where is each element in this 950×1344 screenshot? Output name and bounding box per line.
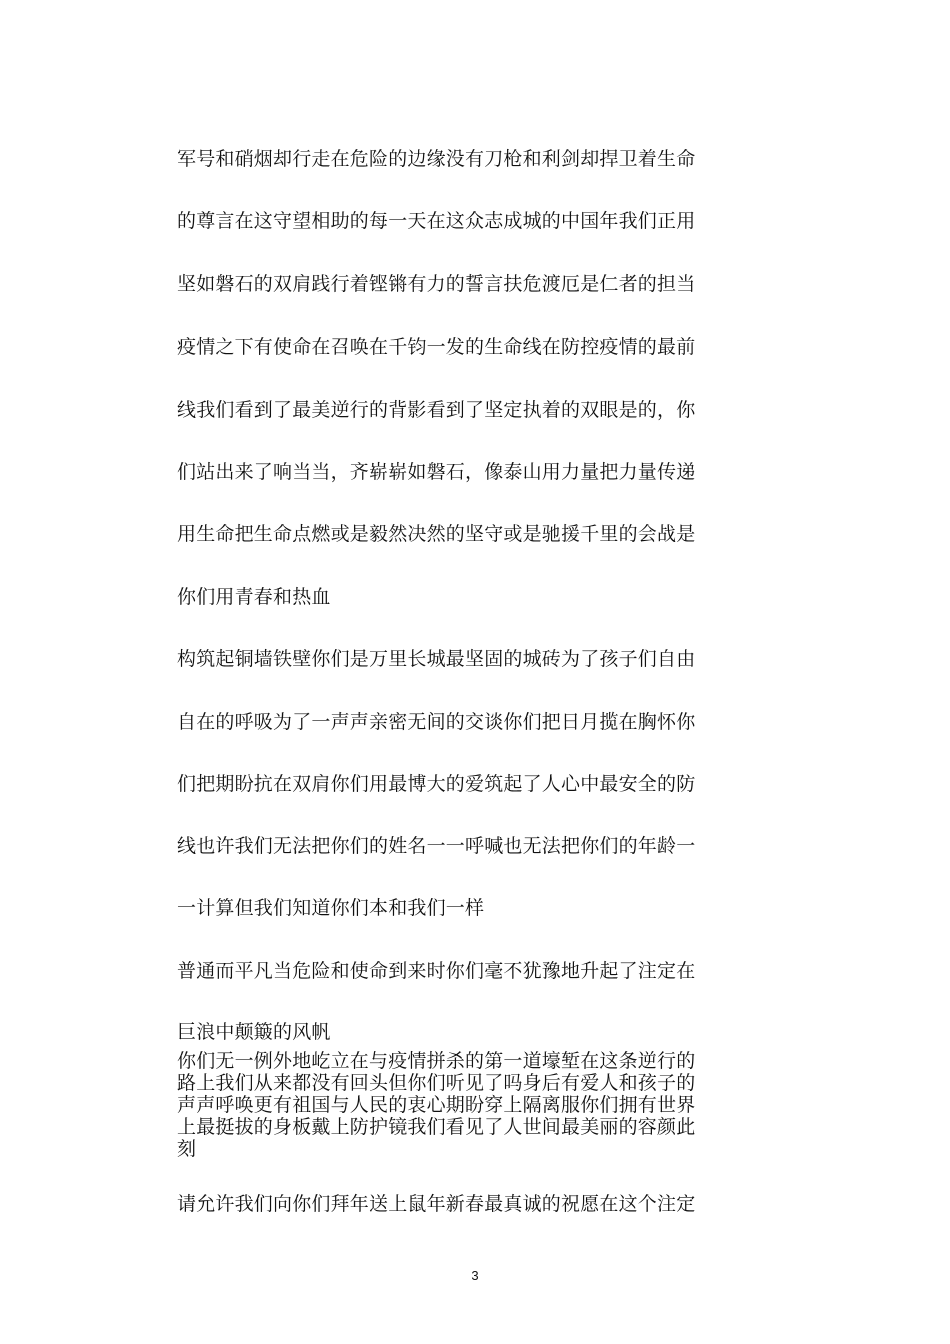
body-text-line: 普通而平凡当危险和使命到来时你们毫不犹豫地升起了注定在 [177, 960, 696, 982]
body-text-line: 用生命把生命点燃或是毅然决然的坚守或是驰援千里的会战是 [177, 523, 696, 545]
paragraph-line: 刻 [177, 1138, 197, 1160]
body-text-line: 一计算但我们知道你们本和我们一样 [177, 897, 485, 919]
body-text-line: 请允许我们向你们拜年送上鼠年新春最真诚的祝愿在这个注定 [177, 1193, 696, 1215]
body-text-line: 军号和硝烟却行走在危险的边缘没有刀枪和利剑却捍卫着生命 [177, 148, 696, 170]
body-text-line: 自在的呼吸为了一声声亲密无间的交谈你们把日月揽在胸怀你 [177, 711, 696, 733]
page-number: 3 [471, 1268, 479, 1283]
paragraph-line: 上最挺拔的身板戴上防护镜我们看见了人世间最美丽的容颜此 [177, 1116, 696, 1138]
paragraph-line: 路上我们从来都没有回头但你们听见了吗身后有爱人和孩子的 [177, 1072, 696, 1094]
body-text-line: 巨浪中颠簸的风帆 [177, 1021, 331, 1043]
body-text-line: 线也许我们无法把你们的姓名一一呼喊也无法把你们的年龄一 [177, 835, 696, 857]
body-text-line: 线我们看到了最美逆行的背影看到了坚定执着的双眼是的，你 [177, 399, 696, 421]
paragraph-line: 声声呼唤更有祖国与人民的衷心期盼穿上隔离服你们拥有世界 [177, 1094, 696, 1116]
body-text-line: 坚如磐石的双肩践行着铿锵有力的誓言扶危渡厄是仁者的担当 [177, 273, 696, 295]
body-text-line: 们站出来了响当当，齐崭崭如磐石，像泰山用力量把力量传递 [177, 461, 696, 483]
body-text-line: 你们用青春和热血 [177, 586, 331, 608]
body-text-line: 疫情之下有使命在召唤在千钧一发的生命线在防控疫情的最前 [177, 336, 696, 358]
body-text-line: 的尊言在这守望相助的每一天在这众志成城的中国年我们正用 [177, 210, 696, 232]
body-text-line: 们把期盼抗在双肩你们用最博大的爱筑起了人心中最安全的防 [177, 773, 696, 795]
body-text-line: 构筑起铜墙铁壁你们是万里长城最坚固的城砖为了孩子们自由 [177, 648, 696, 670]
paragraph-line: 你们无一例外地屹立在与疫情拼杀的第一道壕堑在这条逆行的 [177, 1050, 696, 1072]
dense-paragraph [177, 1050, 697, 1160]
